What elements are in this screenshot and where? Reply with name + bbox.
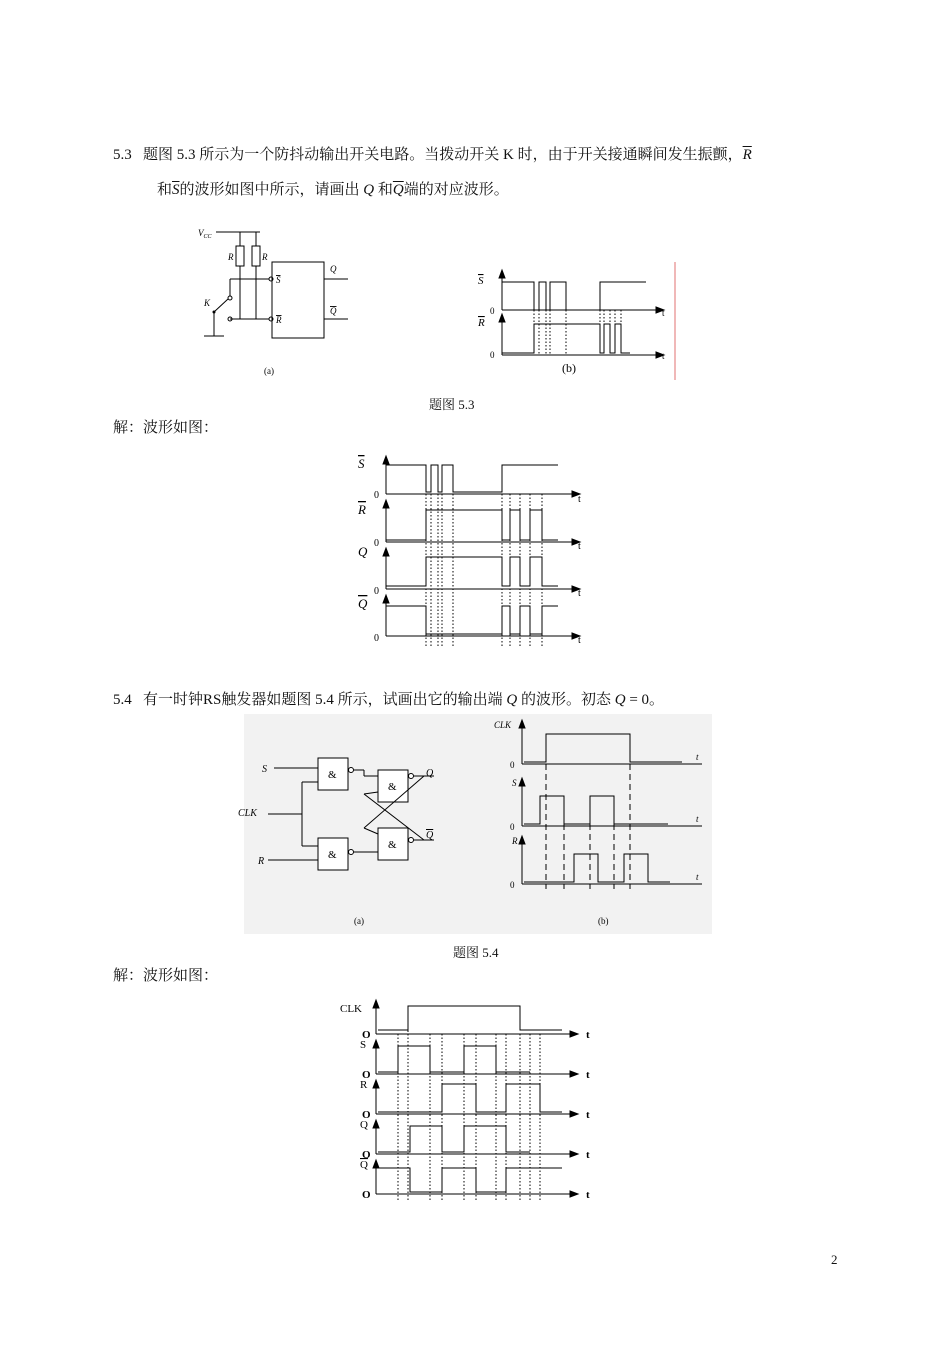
and-gate-label: & <box>328 849 337 861</box>
origin-label: O <box>362 1109 371 1121</box>
t-axis-label: t <box>696 752 699 762</box>
p53-solution-heading: 解：波形如图： <box>113 420 219 436</box>
rbar-axis-label: R <box>358 502 366 517</box>
p53-qbar-symbol: $\overline{Q}$ <box>392 182 404 198</box>
s-input-label: S <box>262 764 267 775</box>
fig54-caption: 题图 5.4 <box>453 945 499 960</box>
switch-k-label: K <box>204 298 211 308</box>
qbar-axis-label: Q <box>360 1159 368 1171</box>
sol53-waveforms <box>350 446 600 651</box>
resistor-r1-label: R <box>228 252 234 262</box>
zero-label: 0 <box>510 822 515 832</box>
clk-axis-label: CLK <box>494 720 512 730</box>
t-axis-label: t <box>578 494 581 505</box>
r-axis-label: R <box>512 836 518 846</box>
sbar-axis-label: S <box>478 275 484 287</box>
fig53a-circuit <box>190 222 370 382</box>
p54-init-value: = 0 <box>625 692 650 708</box>
p53-s-symbol: $\overline{S}$ <box>172 182 180 198</box>
p53-line2: 和$\overline{S}$的波形如图中所示，请画出 Q 和$\overline{Q}$端的对应波形。 <box>157 182 509 198</box>
zero-label: 0 <box>374 586 379 597</box>
s-axis-label: S <box>512 778 517 788</box>
fig53b-waveforms <box>470 258 690 383</box>
p53-r-symbol: $\overline{R}$ <box>742 147 752 163</box>
rbar-axis-label: R <box>478 317 485 329</box>
fig54-figure <box>238 714 712 934</box>
p54-number: 5.4 <box>113 692 132 708</box>
p53-q-symbol: Q <box>363 182 375 198</box>
fig54a-label: (a) <box>354 916 364 926</box>
p54-q-symbol: Q <box>506 692 518 708</box>
fig54b-label: (b) <box>598 916 609 926</box>
s-input-label: S <box>276 275 281 285</box>
qbar-output-label: Q <box>330 306 337 316</box>
clk-axis-label: CLK <box>340 1003 362 1015</box>
t-axis-label: t <box>586 1189 590 1201</box>
t-axis-label: t <box>696 814 699 824</box>
q-output-label: Q <box>426 768 434 779</box>
qbar-output-label: Q <box>426 830 434 841</box>
qbar-axis-label: Q <box>358 596 368 611</box>
p53-number: 5.3 <box>113 147 132 163</box>
r-input-label: R <box>276 315 282 325</box>
t-axis-label: t <box>586 1029 590 1041</box>
t-axis-label: t <box>586 1109 590 1121</box>
resistor-r2-label: R <box>262 252 268 262</box>
r-axis-label: R <box>360 1079 368 1091</box>
and-gate-label: & <box>388 781 397 793</box>
t-axis-label: t <box>578 588 581 599</box>
p54-init-q: Q <box>614 692 626 708</box>
zero-label: 0 <box>374 633 379 644</box>
fig53b-label: (b) <box>562 361 576 375</box>
vcc-label: $V_{CC}$ <box>198 228 212 240</box>
zero-label: 0 <box>490 350 495 360</box>
origin-label: O <box>362 1189 371 1201</box>
p53-line1 <box>113 145 752 165</box>
t-axis-label: t <box>662 308 665 318</box>
zero-label: 0 <box>490 306 495 316</box>
t-axis-label: t <box>578 541 581 552</box>
t-axis-label: t <box>586 1069 590 1081</box>
origin-label: O <box>362 1069 371 1081</box>
t-axis-label: t <box>696 872 699 882</box>
p54-solution-heading: 解：波形如图： <box>113 968 219 984</box>
zero-label: 0 <box>510 760 515 770</box>
q-output-label: Q <box>330 264 337 274</box>
origin-label: O <box>362 1149 371 1161</box>
p53-text1: 题图 5.3 所示为一个防抖动输出开关电路。当拨动开关 K 时，由于开关接通瞬间发生振颤， <box>143 147 743 163</box>
q-axis-label: Q <box>358 544 368 559</box>
sbar-axis-label: S <box>358 456 365 471</box>
fig53a-label: (a) <box>264 366 274 376</box>
t-axis-label: t <box>586 1149 590 1161</box>
zero-label: 0 <box>510 880 515 890</box>
t-axis-label: t <box>578 635 581 646</box>
t-axis-label: t <box>662 351 665 361</box>
origin-label: O <box>362 1029 371 1041</box>
p54-line: 5.4 有一时钟RS触发器如题图 5.4 所示，试画出它的输出端 Q 的波形。初态 Q = 0。 <box>113 692 665 708</box>
fig53-caption: 题图 5.3 <box>429 397 475 412</box>
page-number: 2 <box>831 1252 838 1267</box>
r-input-label: R <box>258 856 265 867</box>
and-gate-label: & <box>388 839 397 851</box>
zero-label: 0 <box>374 490 379 501</box>
and-gate-label: & <box>328 769 337 781</box>
clk-input-label: CLK <box>238 808 257 819</box>
zero-label: 0 <box>374 538 379 549</box>
q-axis-label: Q <box>360 1119 368 1131</box>
s-axis-label: S <box>360 1039 367 1051</box>
sol54-waveforms <box>330 996 610 1211</box>
